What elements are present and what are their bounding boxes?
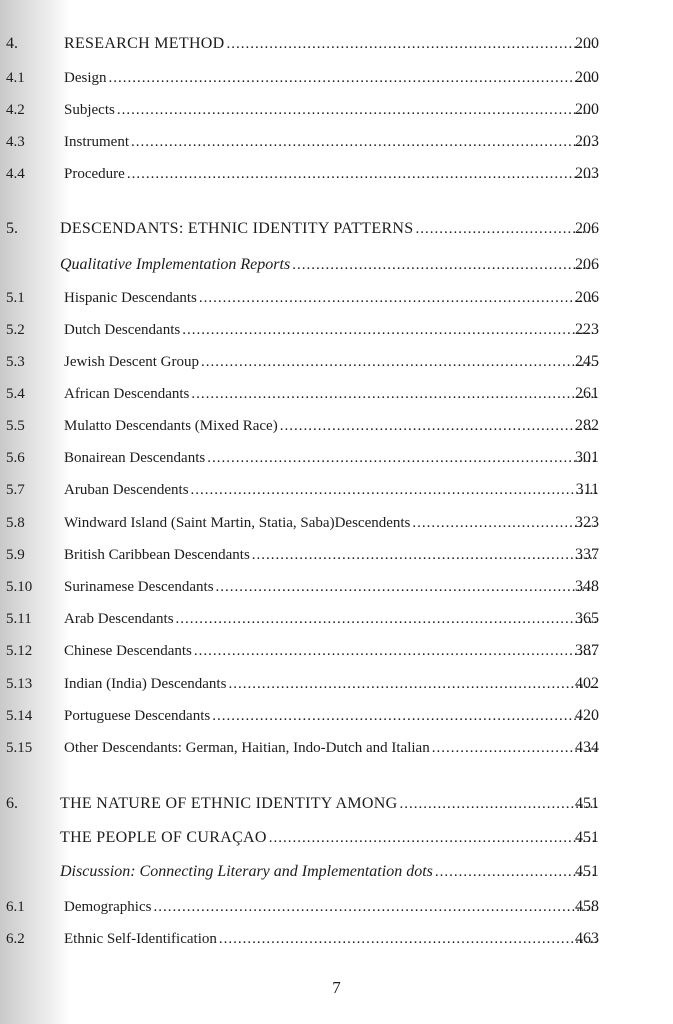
toc-entry (0, 446, 673, 470)
toc-entry-title: Chinese Descendants (64, 643, 192, 659)
toc-entry-title: Surinamese Descendants (64, 579, 214, 595)
toc-entry-number: 5.10 (6, 579, 33, 595)
toc-entry-line (60, 217, 597, 241)
toc-entry-page: 337 (575, 546, 599, 563)
toc-entry (0, 607, 673, 631)
toc-entry-title: Windward Island (Saint Martin, Statia, Saba)Descendents (64, 515, 411, 531)
toc-entry-number: 5.11 (6, 611, 32, 627)
toc-entry-title: Jewish Descent Group (64, 354, 199, 370)
toc-entry-line (64, 350, 597, 374)
toc-entry-page: 282 (575, 417, 599, 434)
toc-entry-page: 301 (575, 449, 599, 466)
toc-entry-line (60, 860, 597, 884)
toc-entry-number: 5.2 (6, 322, 25, 338)
toc-entry (0, 414, 673, 438)
toc-entry-number: 5.7 (6, 482, 25, 498)
toc-entry (0, 639, 673, 663)
toc-entry-title: Aruban Descendents (64, 482, 189, 498)
toc-entry-title: Portuguese Descendants (64, 708, 211, 724)
toc-entry-page: 348 (575, 578, 599, 595)
toc-entry-title: Ethnic Self-Identification (64, 931, 217, 947)
toc-entry-page: 200 (575, 35, 599, 52)
toc-entry-line (64, 895, 597, 919)
toc-entry-page: 203 (575, 133, 599, 150)
dot-leader (252, 543, 597, 567)
toc-entry-title: Demographics (64, 899, 152, 915)
toc-entry-title: Instrument (64, 134, 129, 150)
toc-entry-line (64, 318, 597, 342)
dot-leader (228, 672, 597, 696)
toc-entry-title: Arab Descendants (64, 611, 174, 627)
dot-leader (199, 286, 597, 310)
toc-entry-number: 4. (6, 35, 18, 52)
toc-entry-number: 5.13 (6, 676, 33, 692)
toc-entry-title: Dutch Descendants (64, 322, 181, 338)
toc-entry-page: 451 (575, 829, 599, 846)
toc-entry-page: 206 (575, 289, 599, 306)
toc-entry (0, 575, 673, 599)
toc-entry-title: Procedure (64, 166, 125, 182)
toc-entry-number: 6.1 (6, 899, 25, 915)
toc-entry-title: Design (64, 70, 107, 86)
toc-entry-title: Qualitative Implementation Reports (60, 256, 291, 273)
toc-entry-page: 311 (575, 481, 599, 498)
toc-entry-page: 206 (575, 220, 599, 237)
toc-entry-title: Hispanic Descendants (64, 290, 197, 306)
dot-leader (176, 607, 597, 631)
toc-entry-title: THE PEOPLE OF CURAÇAO (60, 829, 267, 846)
toc-entry-number: 5. (6, 220, 18, 237)
toc-entry-number: 5.6 (6, 450, 25, 466)
dot-leader (109, 66, 598, 90)
toc-entry-number: 5.15 (6, 740, 33, 756)
toc-entry-line (64, 162, 597, 186)
toc-entry-line (64, 446, 597, 470)
toc-entry-line (60, 253, 597, 277)
toc-entry-page: 245 (575, 353, 599, 370)
toc-entry-page: 365 (575, 610, 599, 627)
toc-entry-page: 223 (575, 321, 599, 338)
toc-entry-number: 4.4 (6, 166, 25, 182)
toc-entry-page: 463 (575, 930, 599, 947)
toc-entry-number: 4.2 (6, 102, 25, 118)
toc-entry-line (64, 478, 597, 502)
dot-leader (117, 98, 597, 122)
toc-entry-title: African Descendants (64, 386, 190, 402)
toc-entry-line (64, 607, 597, 631)
toc-entry (0, 130, 673, 154)
toc-entry-page: 387 (575, 642, 599, 659)
toc-entry-number: 5.14 (6, 708, 33, 724)
toc-entry-page: 323 (575, 514, 599, 531)
toc-entry-page: 206 (575, 256, 599, 273)
toc-entry (0, 286, 673, 310)
dot-leader (269, 826, 597, 850)
toc-entry-line (64, 575, 597, 599)
toc-entry-title: RESEARCH METHOD (64, 35, 225, 52)
dot-leader (216, 575, 597, 599)
toc-entry-line (64, 672, 597, 696)
dot-leader (212, 704, 597, 728)
toc-entry-page: 420 (575, 707, 599, 724)
toc-entry-line (64, 511, 597, 535)
toc-entry-line (64, 286, 597, 310)
toc-entry (0, 350, 673, 374)
toc-entry-number: 5.8 (6, 515, 25, 531)
toc-entry-number: 5.4 (6, 386, 25, 402)
toc-entry-number: 6.2 (6, 931, 25, 947)
dot-leader (201, 350, 597, 374)
dot-leader (191, 382, 597, 406)
toc-entry-line (64, 130, 597, 154)
dot-leader (127, 162, 597, 186)
toc-entry (0, 318, 673, 342)
toc-entry-line (64, 382, 597, 406)
toc-entry-title: British Caribbean Descendants (64, 547, 250, 563)
toc-entry-line (64, 927, 597, 951)
toc-entry-page: 451 (575, 863, 599, 880)
dot-leader (280, 414, 597, 438)
toc-entry (0, 66, 673, 90)
toc-entry-page: 451 (575, 795, 599, 812)
toc-entry (0, 792, 673, 816)
toc-entry (0, 511, 673, 535)
toc-entry-line (64, 704, 597, 728)
dot-leader (219, 927, 597, 951)
toc-entry-line (64, 543, 597, 567)
toc-entry-title: Discussion: Connecting Literary and Implementation dots (60, 863, 433, 880)
toc-entry-page: 203 (575, 165, 599, 182)
toc-entry (0, 253, 673, 277)
dot-leader (292, 253, 597, 277)
toc-entry-line (60, 792, 597, 816)
toc-entry (0, 162, 673, 186)
toc-entry (0, 895, 673, 919)
toc-entry-page: 458 (575, 898, 599, 915)
toc-entry-page: 200 (575, 101, 599, 118)
toc-entry (0, 927, 673, 951)
toc-entry (0, 217, 673, 241)
dot-leader (194, 639, 597, 663)
dot-leader (191, 478, 597, 502)
toc-entry-page: 261 (575, 385, 599, 402)
toc-entry-line (60, 826, 597, 850)
toc-entry-page: 402 (575, 675, 599, 692)
toc-entry-number: 4.3 (6, 134, 25, 150)
dot-leader (207, 446, 597, 470)
dot-leader (227, 32, 597, 56)
toc-entry-number: 5.1 (6, 290, 25, 306)
toc-entry (0, 543, 673, 567)
toc-entry-title: Other Descendants: German, Haitian, Indo-Dutch and Italian (64, 740, 430, 756)
toc-entry (0, 736, 673, 760)
toc-entry-title: DESCENDANTS: ETHNIC IDENTITY PATTERNS (60, 220, 414, 237)
toc-entry-title: Indian (India) Descendants (64, 676, 227, 692)
toc-entry (0, 672, 673, 696)
toc-entry-number: 4.1 (6, 70, 25, 86)
toc-entry-title: Subjects (64, 102, 115, 118)
toc-entry-number: 5.5 (6, 418, 25, 434)
toc-entry-line (64, 414, 597, 438)
toc-entry-number: 5.12 (6, 643, 33, 659)
toc-entry-line (64, 639, 597, 663)
dot-leader (153, 895, 597, 919)
toc-entry-title: Bonairean Descendants (64, 450, 206, 466)
toc-entry-line (64, 66, 597, 90)
toc-entry-page: 434 (575, 739, 599, 756)
page-number: 7 (332, 978, 341, 997)
toc-entry (0, 478, 673, 502)
toc-entry (0, 98, 673, 122)
toc-entry-number: 5.3 (6, 354, 25, 370)
toc-entry-number: 6. (6, 795, 18, 812)
toc-entry-line (64, 32, 597, 56)
toc-entry (0, 704, 673, 728)
dot-leader (131, 130, 597, 154)
toc-entry-page: 200 (575, 69, 599, 86)
toc-entry (0, 826, 673, 850)
toc-entry-title: Mulatto Descendants (Mixed Race) (64, 418, 278, 434)
toc-entry-line (64, 98, 597, 122)
toc-entry (0, 32, 673, 56)
toc-entry (0, 382, 673, 406)
toc-entry-number: 5.9 (6, 547, 25, 563)
toc-entry-title: THE NATURE OF ETHNIC IDENTITY AMONG (60, 795, 398, 812)
dot-leader (182, 318, 597, 342)
toc-entry (0, 860, 673, 884)
toc-entry-line (64, 736, 597, 760)
